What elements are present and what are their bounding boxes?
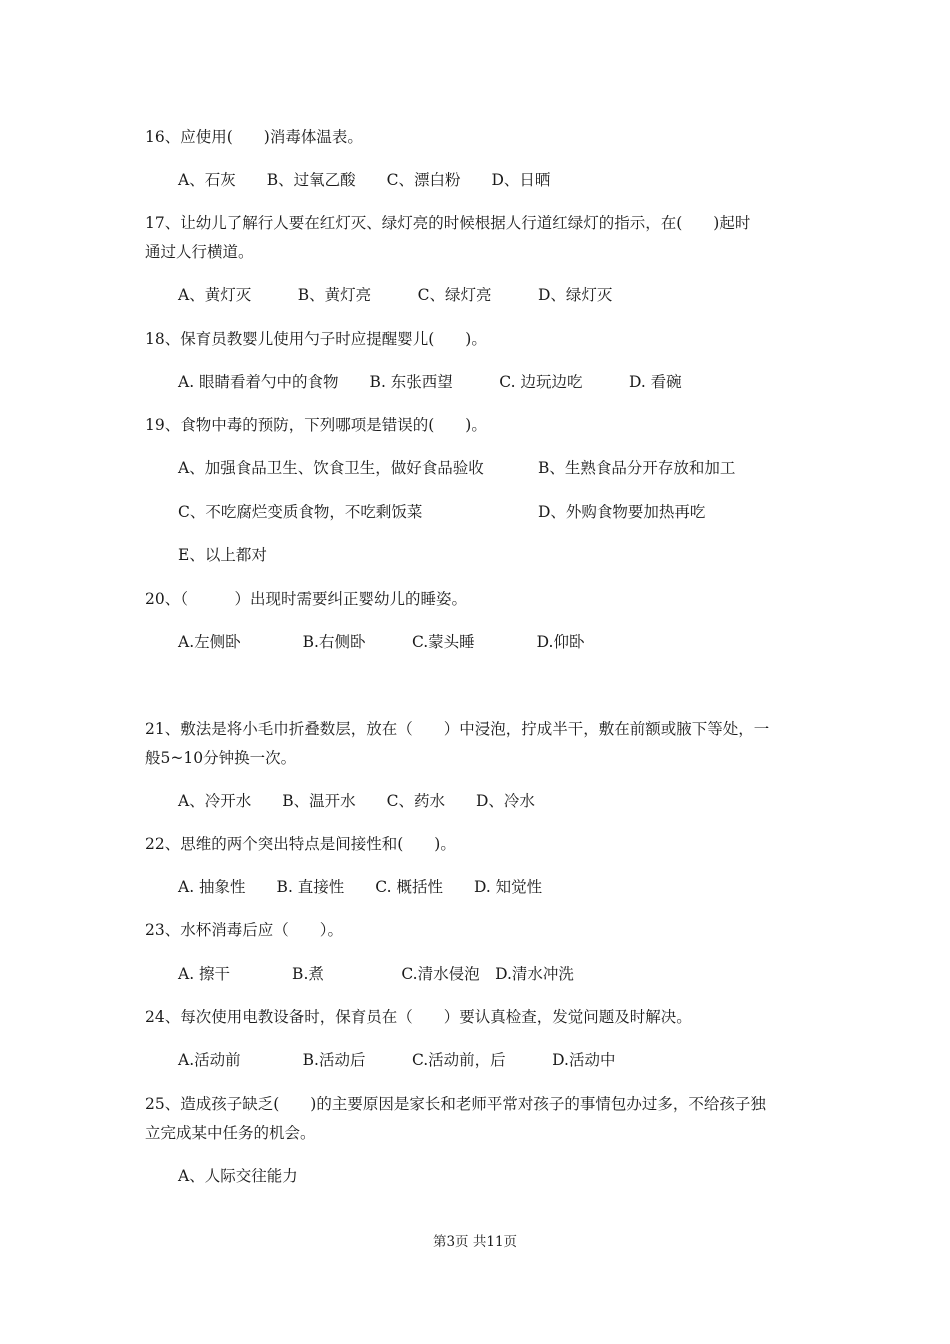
question-22-stem: 22、思维的两个突出特点是间接性和( )。 xyxy=(145,835,456,853)
question-18-stem: 18、保育员教婴儿使用勺子时应提醒婴儿( )。 xyxy=(145,330,487,348)
question-21-stem-line1: 21、敷法是将小毛巾折叠数层，放在（ ）中浸泡，拧成半干，敷在前额或腋下等处，一 xyxy=(145,720,770,738)
question-19-option-b: B、生熟食品分开存放和加工 xyxy=(538,459,736,477)
question-19-option-e: E、以上都对 xyxy=(178,546,267,564)
question-24-options: A.活动前 B.活动后 C.活动前，后 D.活动中 xyxy=(178,1051,616,1069)
question-24-stem: 24、每次使用电教设备时，保育员在（ ）要认真检查，发觉问题及时解决。 xyxy=(145,1008,692,1026)
question-23-options: A. 擦干 B.煮 C.清水侵泡 D.清水冲洗 xyxy=(178,965,574,983)
question-16-options: A、石灰 B、过氧乙酸 C、漂白粉 D、日晒 xyxy=(178,171,551,189)
question-19-option-c: C、不吃腐烂变质食物，不吃剩饭菜 xyxy=(178,503,423,521)
question-17-stem-line1: 17、让幼儿了解行人要在红灯灭、绿灯亮的时候根据人行道红绿灯的指示，在( )起时 xyxy=(145,214,751,232)
question-17-options: A、黄灯灭 B、黄灯亮 C、绿灯亮 D、绿灯灭 xyxy=(178,286,613,304)
question-21-stem-line2: 般5~10分钟换一次。 xyxy=(145,749,297,767)
question-25-stem-line2: 立完成某中任务的机会。 xyxy=(145,1124,316,1142)
question-16-stem: 16、应使用( )消毒体温表。 xyxy=(145,128,363,146)
question-20-stem: 20、（ ）出现时需要纠正婴幼儿的睡姿。 xyxy=(145,590,467,608)
question-20-options: A.左侧卧 B.右侧卧 C.蒙头睡 D.仰卧 xyxy=(178,633,585,651)
question-21-options: A、冷开水 B、温开水 C、药水 D、冷水 xyxy=(178,792,535,810)
question-19-stem: 19、食物中毒的预防，下列哪项是错误的( )。 xyxy=(145,416,487,434)
question-25-stem-line1: 25、造成孩子缺乏( )的主要原因是家长和老师平常对孩子的事情包办过多，不给孩子独 xyxy=(145,1095,766,1113)
page-number-footer: 第3页 共11页 xyxy=(432,1234,518,1250)
question-18-options: A. 眼睛看着勺中的食物 B. 东张西望 C. 边玩边吃 D. 看碗 xyxy=(178,373,682,391)
question-17-stem-line2: 通过人行横道。 xyxy=(145,243,254,261)
question-25-option-a: A、人际交往能力 xyxy=(178,1167,298,1185)
question-22-options: A. 抽象性 B. 直接性 C. 概括性 D. 知觉性 xyxy=(178,878,543,896)
question-19-option-a: A、加强食品卫生、饮食卫生，做好食品验收 xyxy=(178,459,484,477)
question-19-option-d: D、外购食物要加热再吃 xyxy=(538,503,706,521)
question-23-stem: 23、水杯消毒后应（ ）。 xyxy=(145,921,343,939)
